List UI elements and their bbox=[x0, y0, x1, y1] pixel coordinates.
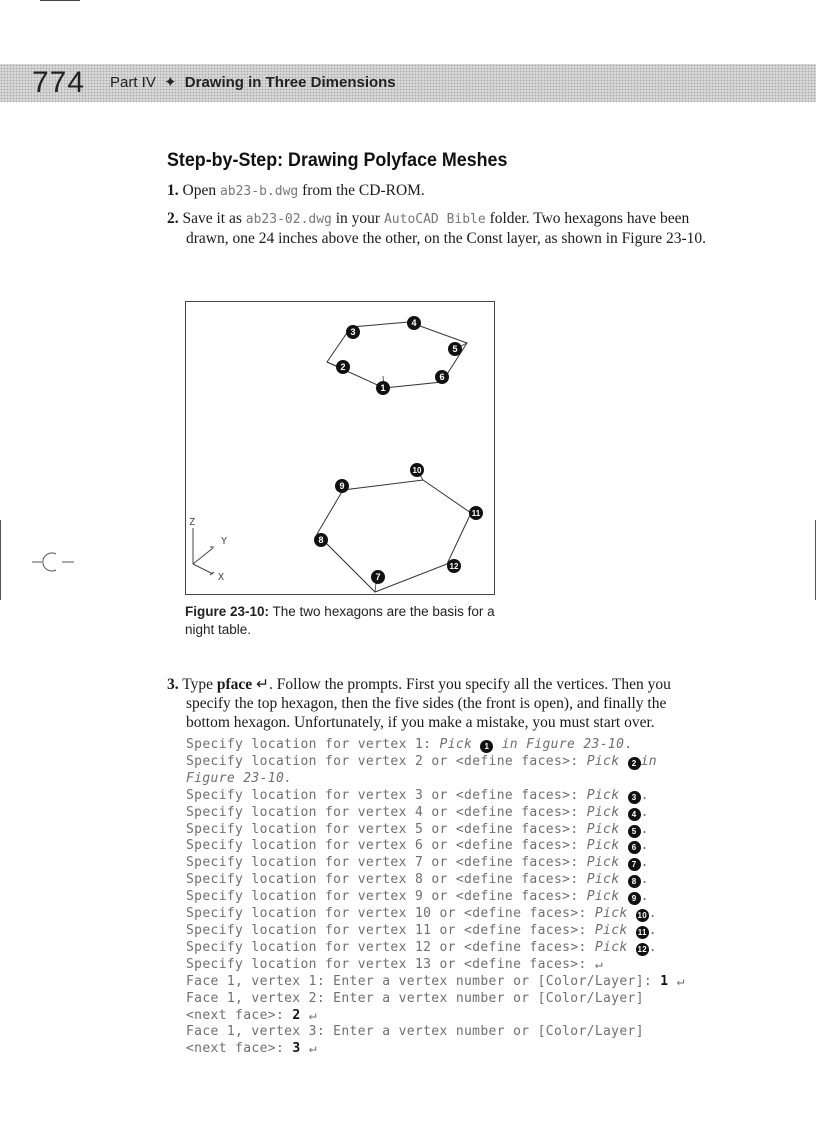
svg-text:9: 9 bbox=[339, 481, 345, 491]
ucs-z-label: Z bbox=[189, 517, 196, 528]
pick-text: Pick bbox=[586, 753, 620, 769]
vertex-ref-icon: 6 bbox=[628, 841, 641, 854]
step-text: Save it as bbox=[182, 210, 246, 227]
crop-mark-left bbox=[0, 520, 1, 600]
svg-text:7: 7 bbox=[375, 572, 381, 582]
prompt-text: or <define faces>: bbox=[431, 872, 579, 888]
vertex-ref-icon: 1 bbox=[480, 740, 493, 753]
hexagon-drawing bbox=[186, 302, 494, 594]
pick-text: Pick bbox=[586, 872, 620, 888]
prompt-text: Specify location for vertex bbox=[186, 939, 407, 955]
figure-23-10 bbox=[185, 301, 495, 595]
prompt-text: Specify location for vertex bbox=[186, 753, 407, 769]
svg-text:6: 6 bbox=[439, 372, 445, 382]
figure-caption bbox=[185, 603, 495, 639]
prompt-text: Specify location for vertex bbox=[186, 922, 407, 938]
prompt-text: Specify location for vertex bbox=[186, 821, 407, 837]
vertex-ref-icon: 2 bbox=[628, 757, 641, 770]
step-text: folder. Two hexagons have been drawn, one 24 inches above the other, on the Const layer, as shown in Figure 23-10. bbox=[186, 210, 707, 247]
vertex-ref-icon: 11 bbox=[637, 927, 647, 937]
prompt-text: or <define faces>: bbox=[431, 787, 579, 803]
vertex-badge-3 bbox=[346, 325, 360, 339]
step-number: 1. bbox=[167, 182, 179, 199]
running-header bbox=[110, 73, 396, 91]
pick-text: Pick bbox=[586, 787, 620, 803]
vertex-ref-icon: 8 bbox=[628, 875, 641, 888]
svg-text:1: 1 bbox=[380, 383, 386, 393]
ucs-x-label: X bbox=[218, 572, 225, 583]
svg-text:11: 11 bbox=[471, 509, 481, 518]
prompt-text: Specify location for vertex bbox=[186, 855, 407, 871]
separator-star-icon: ✦ bbox=[164, 74, 177, 91]
vertex-badge-7 bbox=[371, 570, 385, 584]
vertex-badge-5 bbox=[448, 342, 462, 356]
prompt-text: Specify location for vertex 1: bbox=[186, 737, 432, 752]
pick-text: Pick bbox=[586, 855, 620, 871]
chapter-title: Drawing in Three Dimensions bbox=[184, 74, 396, 91]
typed-value: 3 bbox=[292, 1041, 301, 1057]
vertex-badge-11 bbox=[469, 506, 483, 520]
step-number: 3. bbox=[167, 676, 179, 693]
registration-mark-icon bbox=[28, 550, 78, 574]
prompt-text: Specify location for vertex bbox=[186, 889, 407, 905]
prompt-text: or <define faces>: bbox=[439, 906, 587, 922]
enter-key-icon: ↵ bbox=[308, 1007, 317, 1023]
typed-value: 1 bbox=[660, 973, 669, 989]
vertex-badge-9 bbox=[335, 479, 349, 493]
vertex-badges bbox=[314, 316, 483, 584]
step-text: in your bbox=[331, 210, 384, 227]
svg-text:12: 12 bbox=[449, 562, 459, 571]
enter-key-icon: ↵ bbox=[256, 676, 270, 693]
step-3 bbox=[167, 675, 712, 732]
page-number: 774 bbox=[32, 66, 86, 99]
vertex-badge-4 bbox=[407, 316, 421, 330]
vertex-ref-icon: 4 bbox=[628, 808, 641, 821]
prompt-text: or <define faces>: bbox=[439, 922, 587, 938]
prompt-text: Specify location for vertex bbox=[186, 906, 407, 922]
vertex-badge-6 bbox=[435, 370, 449, 384]
prompt-text: or <define faces>: bbox=[431, 821, 579, 837]
filename: ab23-02.dwg bbox=[245, 212, 332, 227]
prompt-text: Face 1, vertex 2: Enter a vertex number or [Color/Layer] bbox=[186, 990, 644, 1006]
vertex-ref-icon: 5 bbox=[628, 825, 641, 838]
pick-text: Pick bbox=[594, 906, 628, 922]
step-1 bbox=[167, 181, 712, 201]
top-rule bbox=[40, 0, 80, 1]
vertex-ref-icon: 12 bbox=[637, 944, 648, 954]
prompt-text: or <define faces>: bbox=[431, 855, 579, 871]
filename: ab23-b.dwg bbox=[219, 184, 299, 199]
vertex-badge-12 bbox=[447, 559, 461, 573]
pick-text: Pick bbox=[586, 804, 620, 820]
pick-text: Pick bbox=[586, 821, 620, 837]
vertex-ref-icon: 3 bbox=[628, 791, 641, 804]
part-label: Part IV bbox=[110, 74, 156, 91]
vertex-badge-1 bbox=[376, 381, 390, 395]
prompt-text: <next face>: bbox=[186, 1007, 285, 1023]
prompt-text: or <define faces>: bbox=[431, 889, 579, 905]
caption-text: The two hexagons are the basis for a night table. bbox=[185, 604, 495, 637]
prompt-text: Specify location for vertex bbox=[186, 872, 407, 888]
step-number: 2. bbox=[167, 210, 179, 227]
step-text: . Follow the prompts. First you specify all the vertices. Then you specify the top hexagon, then the five sides (the front is open), and finally the bottom hexagon. Unfortunately, if you make a mistake, you must start over. bbox=[186, 676, 671, 731]
pick-text: Pick bbox=[594, 939, 628, 955]
ucs-y-label: Y bbox=[221, 536, 228, 547]
folder-name: AutoCAD Bible bbox=[383, 212, 486, 227]
step-2 bbox=[167, 209, 712, 248]
prompt-text: or <define faces>: bbox=[431, 753, 579, 769]
svg-text:2: 2 bbox=[340, 362, 346, 372]
vertex-badge-10 bbox=[410, 463, 424, 477]
prompt-text: Specify location for vertex 13 or <define faces>: bbox=[186, 956, 587, 972]
enter-key-icon: ↵ bbox=[676, 973, 685, 989]
prompt-text: or <define faces>: bbox=[439, 939, 587, 955]
enter-key-icon: ↵ bbox=[308, 1041, 317, 1057]
svg-text:10: 10 bbox=[412, 466, 422, 475]
vertex-badge-2 bbox=[336, 360, 350, 374]
prompt-text: Face 1, vertex 3: Enter a vertex number or [Color/Layer] bbox=[186, 1024, 644, 1040]
vertex-badge-8 bbox=[314, 533, 328, 547]
prompt-text: Face 1, vertex 1: Enter a vertex number or [Color/Layer]: bbox=[186, 973, 653, 989]
typed-value: 2 bbox=[292, 1007, 301, 1023]
caption-label: Figure 23-10: bbox=[185, 604, 270, 619]
vertex-ref-icon: 10 bbox=[637, 911, 648, 921]
vertex-ref-icon: 9 bbox=[628, 892, 641, 905]
prompt-text: Specify location for vertex bbox=[186, 804, 407, 820]
pick-text: Pick bbox=[594, 922, 628, 938]
pick-text: Pick bbox=[586, 838, 620, 854]
prompt-text: <next face>: bbox=[186, 1041, 285, 1057]
pick-text: Pick bbox=[439, 737, 473, 752]
prompt-text: Specify location for vertex bbox=[186, 838, 407, 854]
command-name: pface bbox=[216, 676, 253, 693]
prompt-text: or <define faces>: bbox=[431, 838, 579, 854]
prompt-text: or <define faces>: bbox=[431, 804, 579, 820]
step-text: Type bbox=[182, 676, 217, 693]
command-prompt-listing: Specify location for vertex 1: Pick 1 in Figure 23-10. Specify location for vertex 2 or <define faces>: Pick 2 in Figure 23-10. Specify location for vertex 3 or <define faces>: Pick 3 . Specify location for vertex 4 or <define faces>: Pick 4 . Specify location for vertex 5 or <define faces>: Pick 5 . Specify location for vertex 6 or <define faces>: Pick 6 . Specify location for vertex 7 or <define faces>: Pick 7 . Specify location for vertex 8 or <define faces>: Pick 8 . Specify location for vertex 9 or <define faces>: Pick 9 . Specify location for vertex 10 or <define faces>: Pick 10 . Specify location for vertex 11 or <define faces>: Pick 11 . Specify location for vertex 12 or <define faces>: Pick 12 . Specify location for vertex 13 or <define faces>: ↵ Face 1, vertex 1: Enter a vertex number or [Color/Layer]: 1 ↵ Face 1, vertex 2: Enter a vertex number or [Color/Layer] <next face>: 2 ↵ Face 1, vertex 3: Enter a vertex number or [Color/Layer] <next face>: 3 ↵ bbox=[186, 737, 685, 1057]
enter-key-icon: ↵ bbox=[594, 956, 604, 972]
svg-text:5: 5 bbox=[452, 344, 458, 354]
ucs-icon bbox=[193, 528, 214, 575]
step-text: from the CD-ROM. bbox=[298, 182, 425, 199]
svg-text:3: 3 bbox=[350, 327, 356, 337]
figure-ref-text: Figure 23-10. bbox=[186, 770, 293, 786]
section-title: Step-by-Step: Drawing Polyface Meshes bbox=[167, 150, 508, 171]
vertex-ref-icon: 7 bbox=[628, 858, 641, 871]
svg-text:4: 4 bbox=[411, 318, 417, 328]
svg-text:8: 8 bbox=[318, 535, 324, 545]
prompt-text: Specify location for vertex bbox=[186, 787, 407, 803]
figure-ref-text: in Figure 23-10 bbox=[501, 737, 625, 752]
step-text: Open bbox=[182, 182, 220, 199]
pick-text: Pick bbox=[586, 889, 620, 905]
